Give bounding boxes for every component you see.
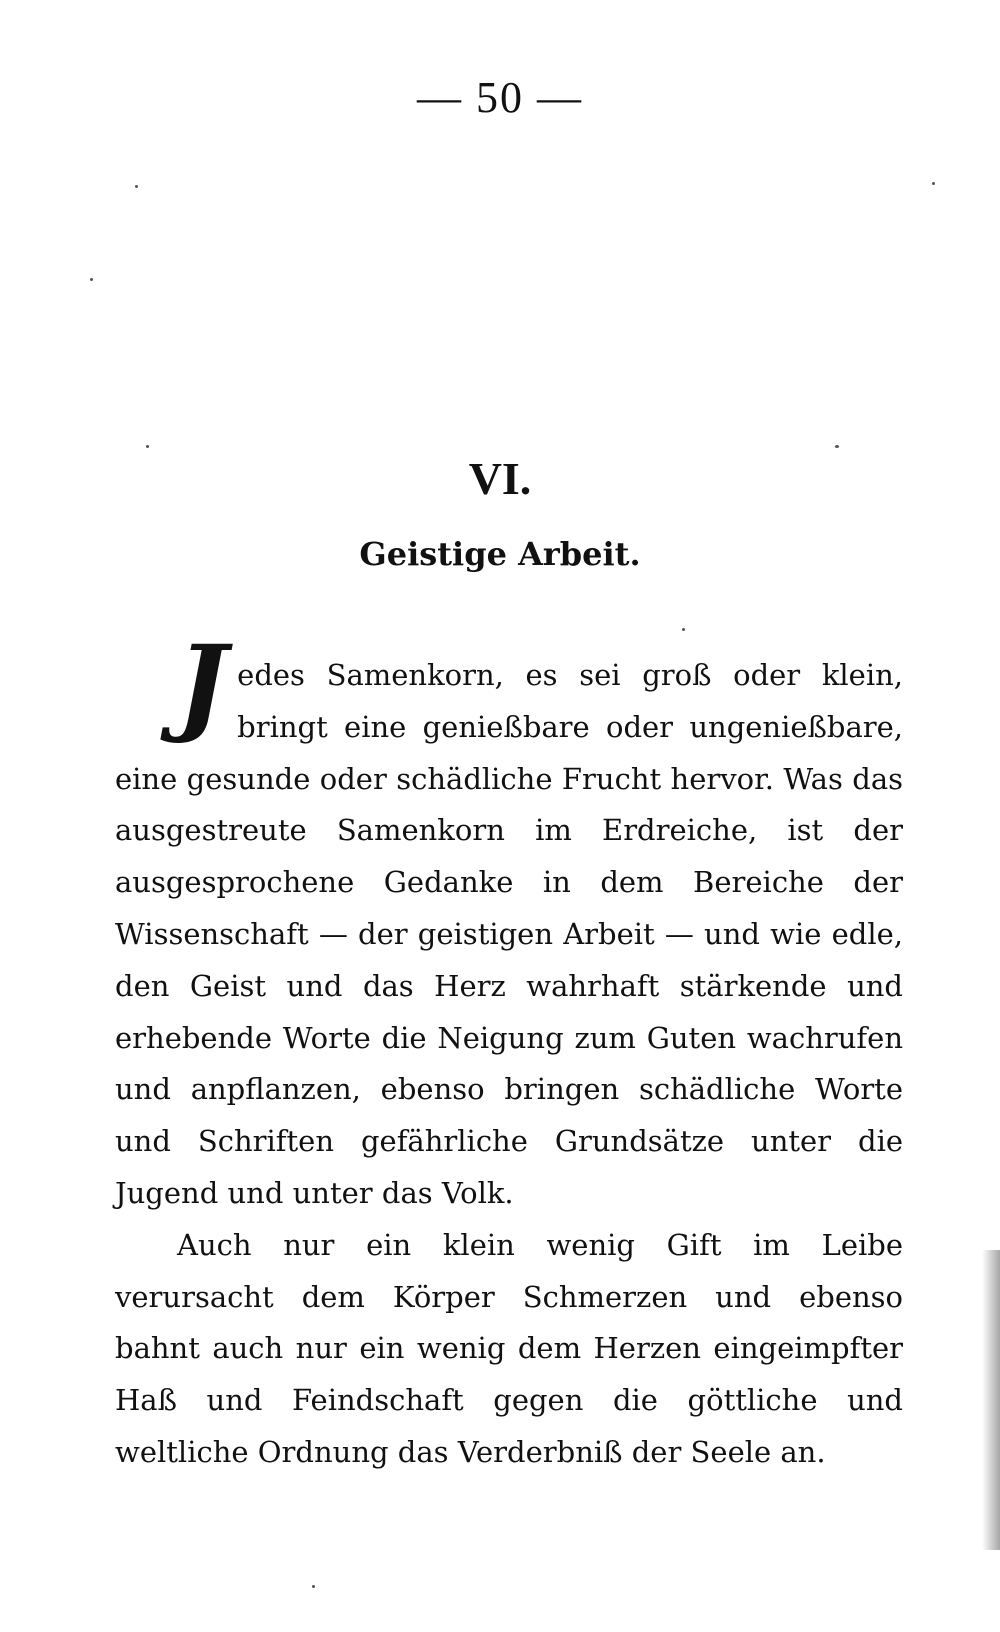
drop-cap-initial: J: [177, 621, 228, 746]
scan-speck: [835, 445, 839, 448]
scan-speck: [135, 185, 138, 188]
scan-speck: [682, 628, 685, 631]
page-edge-shadow: [982, 1250, 1000, 1550]
chapter-body: [115, 621, 903, 1479]
scan-speck: [90, 278, 93, 281]
chapter-title: Geistige Arbeit.: [359, 535, 641, 573]
scan-speck: [932, 182, 935, 185]
scan-speck: [146, 445, 149, 448]
page-number: — 50 —: [417, 73, 583, 122]
chapter-number: VI.: [468, 453, 532, 504]
paragraph-2: Auch nur ein klein wenig Gift im Leibe verursacht dem Körper Schmerzen und ebenso bahnt auch nur ein wenig dem Herzen eingeimpfter Haß und Feindschaft gegen die göttliche und weltliche Ordnung das Verderbniß der Seele an.: [115, 1227, 903, 1469]
scan-speck: [312, 1585, 315, 1588]
paragraph-1-text: edes Samenkorn, es sei groß oder klein, bringt eine genießbare oder ungenießbare, eine gesunde oder schädliche Frucht hervor. Was das ausgestreute Samenkorn im Erdreiche, ist der ausgesprochene Gedanke in dem Bereiche der Wissenschaft — der geistigen Arbeit — und wie edle, den Geist und das Herz wahrhaft stärkende und erhebende Worte die Neigung zum Guten wachrufen und anpflanzen, ebenso bringen schädliche Worte und Schriften gefährliche Grundsätze unter die Jugend und unter das Volk.: [115, 658, 903, 1210]
paragraph-1: [115, 621, 903, 1220]
